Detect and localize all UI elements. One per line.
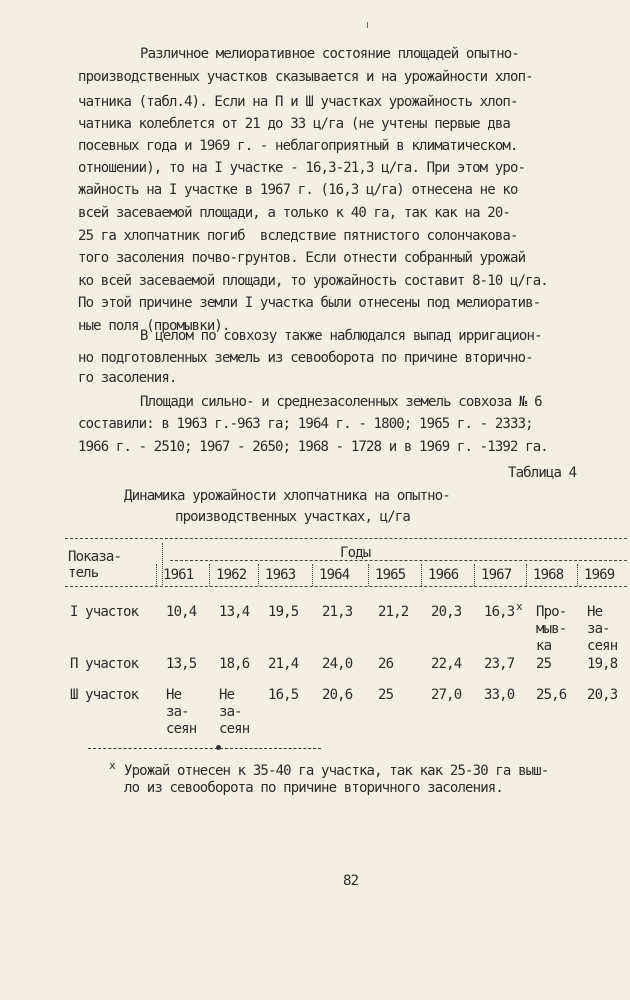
table-cell: 16,5 (268, 687, 299, 703)
table-cell: ка (536, 638, 552, 654)
footnote-rule-left (88, 748, 228, 749)
footnote-mark: x (109, 759, 115, 772)
footnote-marker: x (516, 600, 522, 613)
body-line: Различное мелиоративное состояние площадей опытно- (140, 46, 519, 62)
body-line: По этой причине земли I участка были отнесены под мелиоратив- (78, 295, 541, 311)
header-year: 1963 (265, 567, 296, 583)
table-title-line-1: Динамика урожайности хлопчатника на опытно- (124, 488, 450, 504)
column-separator (526, 564, 527, 586)
column-separator (474, 564, 475, 586)
table-cell: Не (587, 604, 603, 620)
table-cell: 23,7 (484, 656, 515, 672)
header-year: 1967 (481, 567, 512, 583)
table-cell: сеян (587, 638, 618, 654)
table-cell: 25 (378, 687, 394, 703)
table-cell: за- (166, 704, 189, 720)
body-line: ко всей засеваемой площади, то урожайность составит 8-10 ц/га. (78, 273, 548, 289)
table-top-rule (65, 538, 627, 539)
table-cell: 19,5 (268, 604, 299, 620)
table-cell: 13,5 (166, 656, 197, 672)
column-separator (368, 564, 369, 586)
table-cell: 20,3 (587, 687, 618, 703)
table-cell: Не (219, 687, 235, 703)
body-line: Площади сильно- и среднезасоленных земель совхоза № 6 (140, 394, 542, 410)
table-cell: за- (587, 621, 610, 637)
body-line: того засоления почво-грунтов. Если отнести собранный урожай (78, 250, 526, 266)
header-years-group: Годы (340, 545, 371, 561)
column-separator (258, 564, 259, 586)
row-label: П участок (70, 656, 139, 672)
footnote-rule-right (225, 748, 321, 749)
body-line: производственных участков сказывается и на урожайности хлоп- (78, 69, 533, 85)
column-separator (421, 564, 422, 586)
table-cell: мыв- (536, 621, 567, 637)
table-cell: 16,3 (484, 604, 515, 620)
table-cell: Про- (536, 604, 567, 620)
table-header-bottom-rule (65, 586, 627, 587)
table-cell: 25 (536, 656, 552, 672)
body-line: ные поля (промывки). (78, 318, 230, 334)
table-cell: 25,6 (536, 687, 567, 703)
column-separator (577, 564, 578, 586)
table-cell: Не (166, 687, 182, 703)
paper-mark (367, 22, 368, 28)
table-cell: 21,2 (378, 604, 409, 620)
header-year: 1964 (319, 567, 350, 583)
table-cell: 22,4 (431, 656, 462, 672)
column-separator (209, 564, 210, 586)
body-line: 25 га хлопчатник погиб вследствие пятнистого солончакова- (78, 228, 518, 244)
header-year: 1965 (375, 567, 406, 583)
body-line: 1966 г. - 2510; 1967 - 2650; 1968 - 1728 и в 1969 г. -1392 га. (78, 439, 548, 455)
header-indicator-label: тель (68, 565, 99, 581)
header-year: 1968 (533, 567, 564, 583)
table-cell: 26 (378, 656, 394, 672)
header-indicator-label: Показа- (68, 549, 122, 565)
table-cell: сеян (219, 721, 250, 737)
body-line: В целом по совхозу также наблюдался выпад ирригацион- (140, 328, 542, 344)
table-cell: 24,0 (322, 656, 353, 672)
table-cell: 19,8 (587, 656, 618, 672)
table-cell: 20,6 (322, 687, 353, 703)
table-cell: 21,3 (322, 604, 353, 620)
table-cell: 18,6 (219, 656, 250, 672)
header-year: 1969 (584, 567, 615, 583)
body-line: жайность на I участке в 1967 г. (16,3 ц/га) отнесена не ко (78, 182, 518, 198)
table-cell: 13,4 (219, 604, 250, 620)
body-line: го засоления. (78, 370, 177, 386)
column-separator (156, 564, 157, 586)
table-title-line-2: производственных участках, ц/га (175, 509, 410, 525)
table-cell: за- (219, 704, 242, 720)
footnote-rule-dot (216, 745, 221, 750)
footnote-line-1: Урожай отнесен к 35-40 га участка, так как 25-30 га выш- (124, 763, 549, 779)
table-cell: 20,3 (431, 604, 462, 620)
body-line: посевных года и 1969 г. - неблагоприятный в климатическом. (78, 138, 518, 154)
page-number: 82 (343, 873, 359, 889)
header-year: 1966 (428, 567, 459, 583)
table-label: Таблица 4 (508, 465, 577, 481)
body-line: составили: в 1963 г.-963 га; 1964 г. - 1800; 1965 г. - 2333; (78, 416, 533, 432)
footnote-line-2: ло из севооборота по причине вторичного засоления. (124, 780, 503, 796)
header-year: 1961 (163, 567, 194, 583)
table-cell: сеян (166, 721, 197, 737)
header-year: 1962 (216, 567, 247, 583)
body-line: чатника колеблется от 21 до 33 ц/га (не учтены первые два (78, 116, 510, 132)
table-cell: 27,0 (431, 687, 462, 703)
table-cell: 33,0 (484, 687, 515, 703)
table-cell: 21,4 (268, 656, 299, 672)
body-line: отношении), то на I участке - 16,3-21,3 ц/га. При этом уро- (78, 160, 526, 176)
row-label: I участок (70, 604, 139, 620)
table-group-rule (170, 560, 627, 561)
body-line: чатника (табл.4). Если на П и Ш участках урожайность хлоп- (78, 94, 518, 110)
body-line: всей засеваемой площади, а только к 40 га, так как на 20- (78, 205, 510, 221)
body-line: но подготовленных земель из севооборота по причине вторично- (78, 350, 533, 366)
row-label: Ш участок (70, 687, 139, 703)
column-separator (312, 564, 313, 586)
table-cell: 10,4 (166, 604, 197, 620)
